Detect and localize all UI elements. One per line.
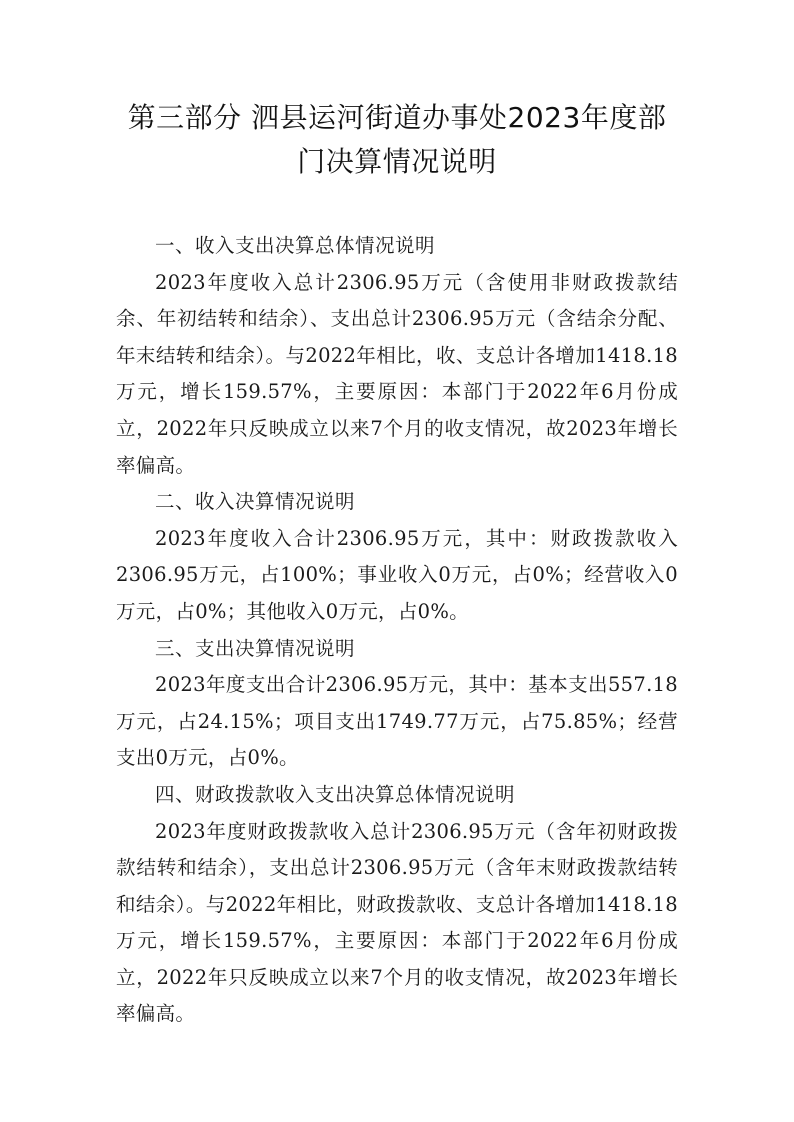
section-heading-fiscal-appropriation: 四、财政拨款收入支出决算总体情况说明 [155,782,516,806]
section-paragraph-fiscal-appropriation: 2023年度财政拨款收入总计2306.95万元（含年初财政拨款结转和结余），支出总计2306.95万元（含年末财政拨款结转和结余）。与2022年相比，财政拨款收、支总计各增加1418.18万元，增长159.57%，主要原因：本部门于2022年6月份成立，2022年只反映成立以来7个月的收支情况，故2023年增长率偏高。 [116,819,678,1026]
section-heading-income: 二、收入决算情况说明 [155,490,356,514]
document-title-line-2: 门决算情况说明 [297,145,497,178]
document-body [116,228,678,1033]
section-paragraph-overall: 2023年度收入总计2306.95万元（含使用非财政拨款结余、年初结转和结余）、支出总计2306.95万元（含结余分配、年末结转和结余）。与2022年相比，收、支总计各增加1418.18万元，增长159.57%，主要原因：本部门于2022年6月份成立，2022年只反映成立以来7个月的收支情况，故2023年增长率偏高。 [116,270,678,477]
section-heading-overall: 一、收入支出决算总体情况说明 [155,234,436,257]
section-heading-expenditure: 三、支出决算情况说明 [155,636,356,660]
section-paragraph-expenditure: 2023年度支出合计2306.95万元，其中：基本支出557.18万元，占24.15%；项目支出1749.77万元，占75.85%；经营支出0万元，占0%。 [116,673,678,770]
document-title-line-1: 第三部分 泗县运河街道办事处2023年度部 [127,101,667,134]
section-paragraph-income: 2023年度收入合计2306.95万元，其中：财政拨款收入2306.95万元，占100%；事业收入0万元，占0%；经营收入0万元，占0%；其他收入0万元，占0%。 [116,526,678,623]
document-title [116,96,678,184]
